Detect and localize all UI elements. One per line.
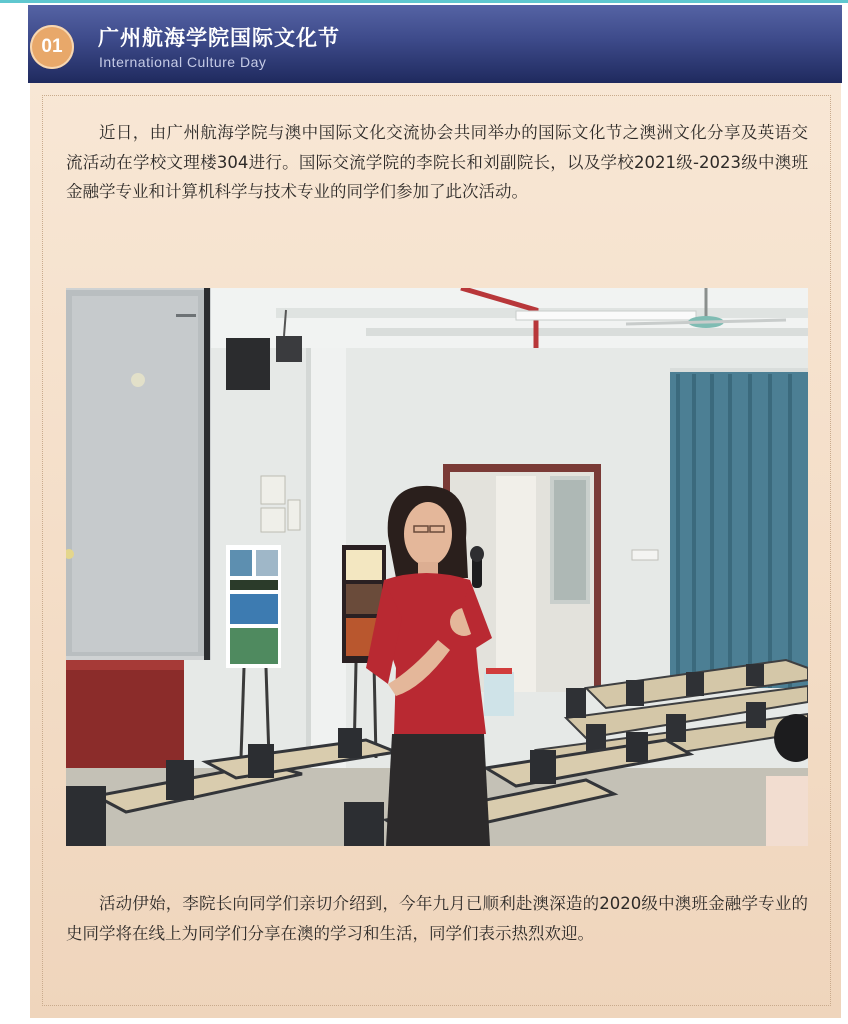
section-subtitle: International Culture Day <box>99 54 267 70</box>
section-title: 广州航海学院国际文化节 <box>98 26 340 50</box>
event-photo <box>66 288 808 846</box>
article-paragraph-2: 活动伊始，李院长向同学们亲切介绍到，今年九月已顺利赴澳深造的2020级中澳班金融学专业的史同学将在线上为同学们分享在澳的学习和生活，同学们表示热烈欢迎。 <box>66 894 808 943</box>
article-paragraph-1: 近日，由广州航海学院与澳中国际文化交流协会共同举办的国际文化节之澳洲文化分享及英语交流活动在学校文理楼304进行。国际交流学院的李院长和刘副院长，以及学校2021级-2023级中澳班金融学专业和计算机科学与技术专业的同学们参加了此次活动。 <box>66 123 808 201</box>
top-accent-line <box>0 0 848 3</box>
section-number-badge: 01 <box>30 25 74 69</box>
section-header <box>28 5 842 83</box>
